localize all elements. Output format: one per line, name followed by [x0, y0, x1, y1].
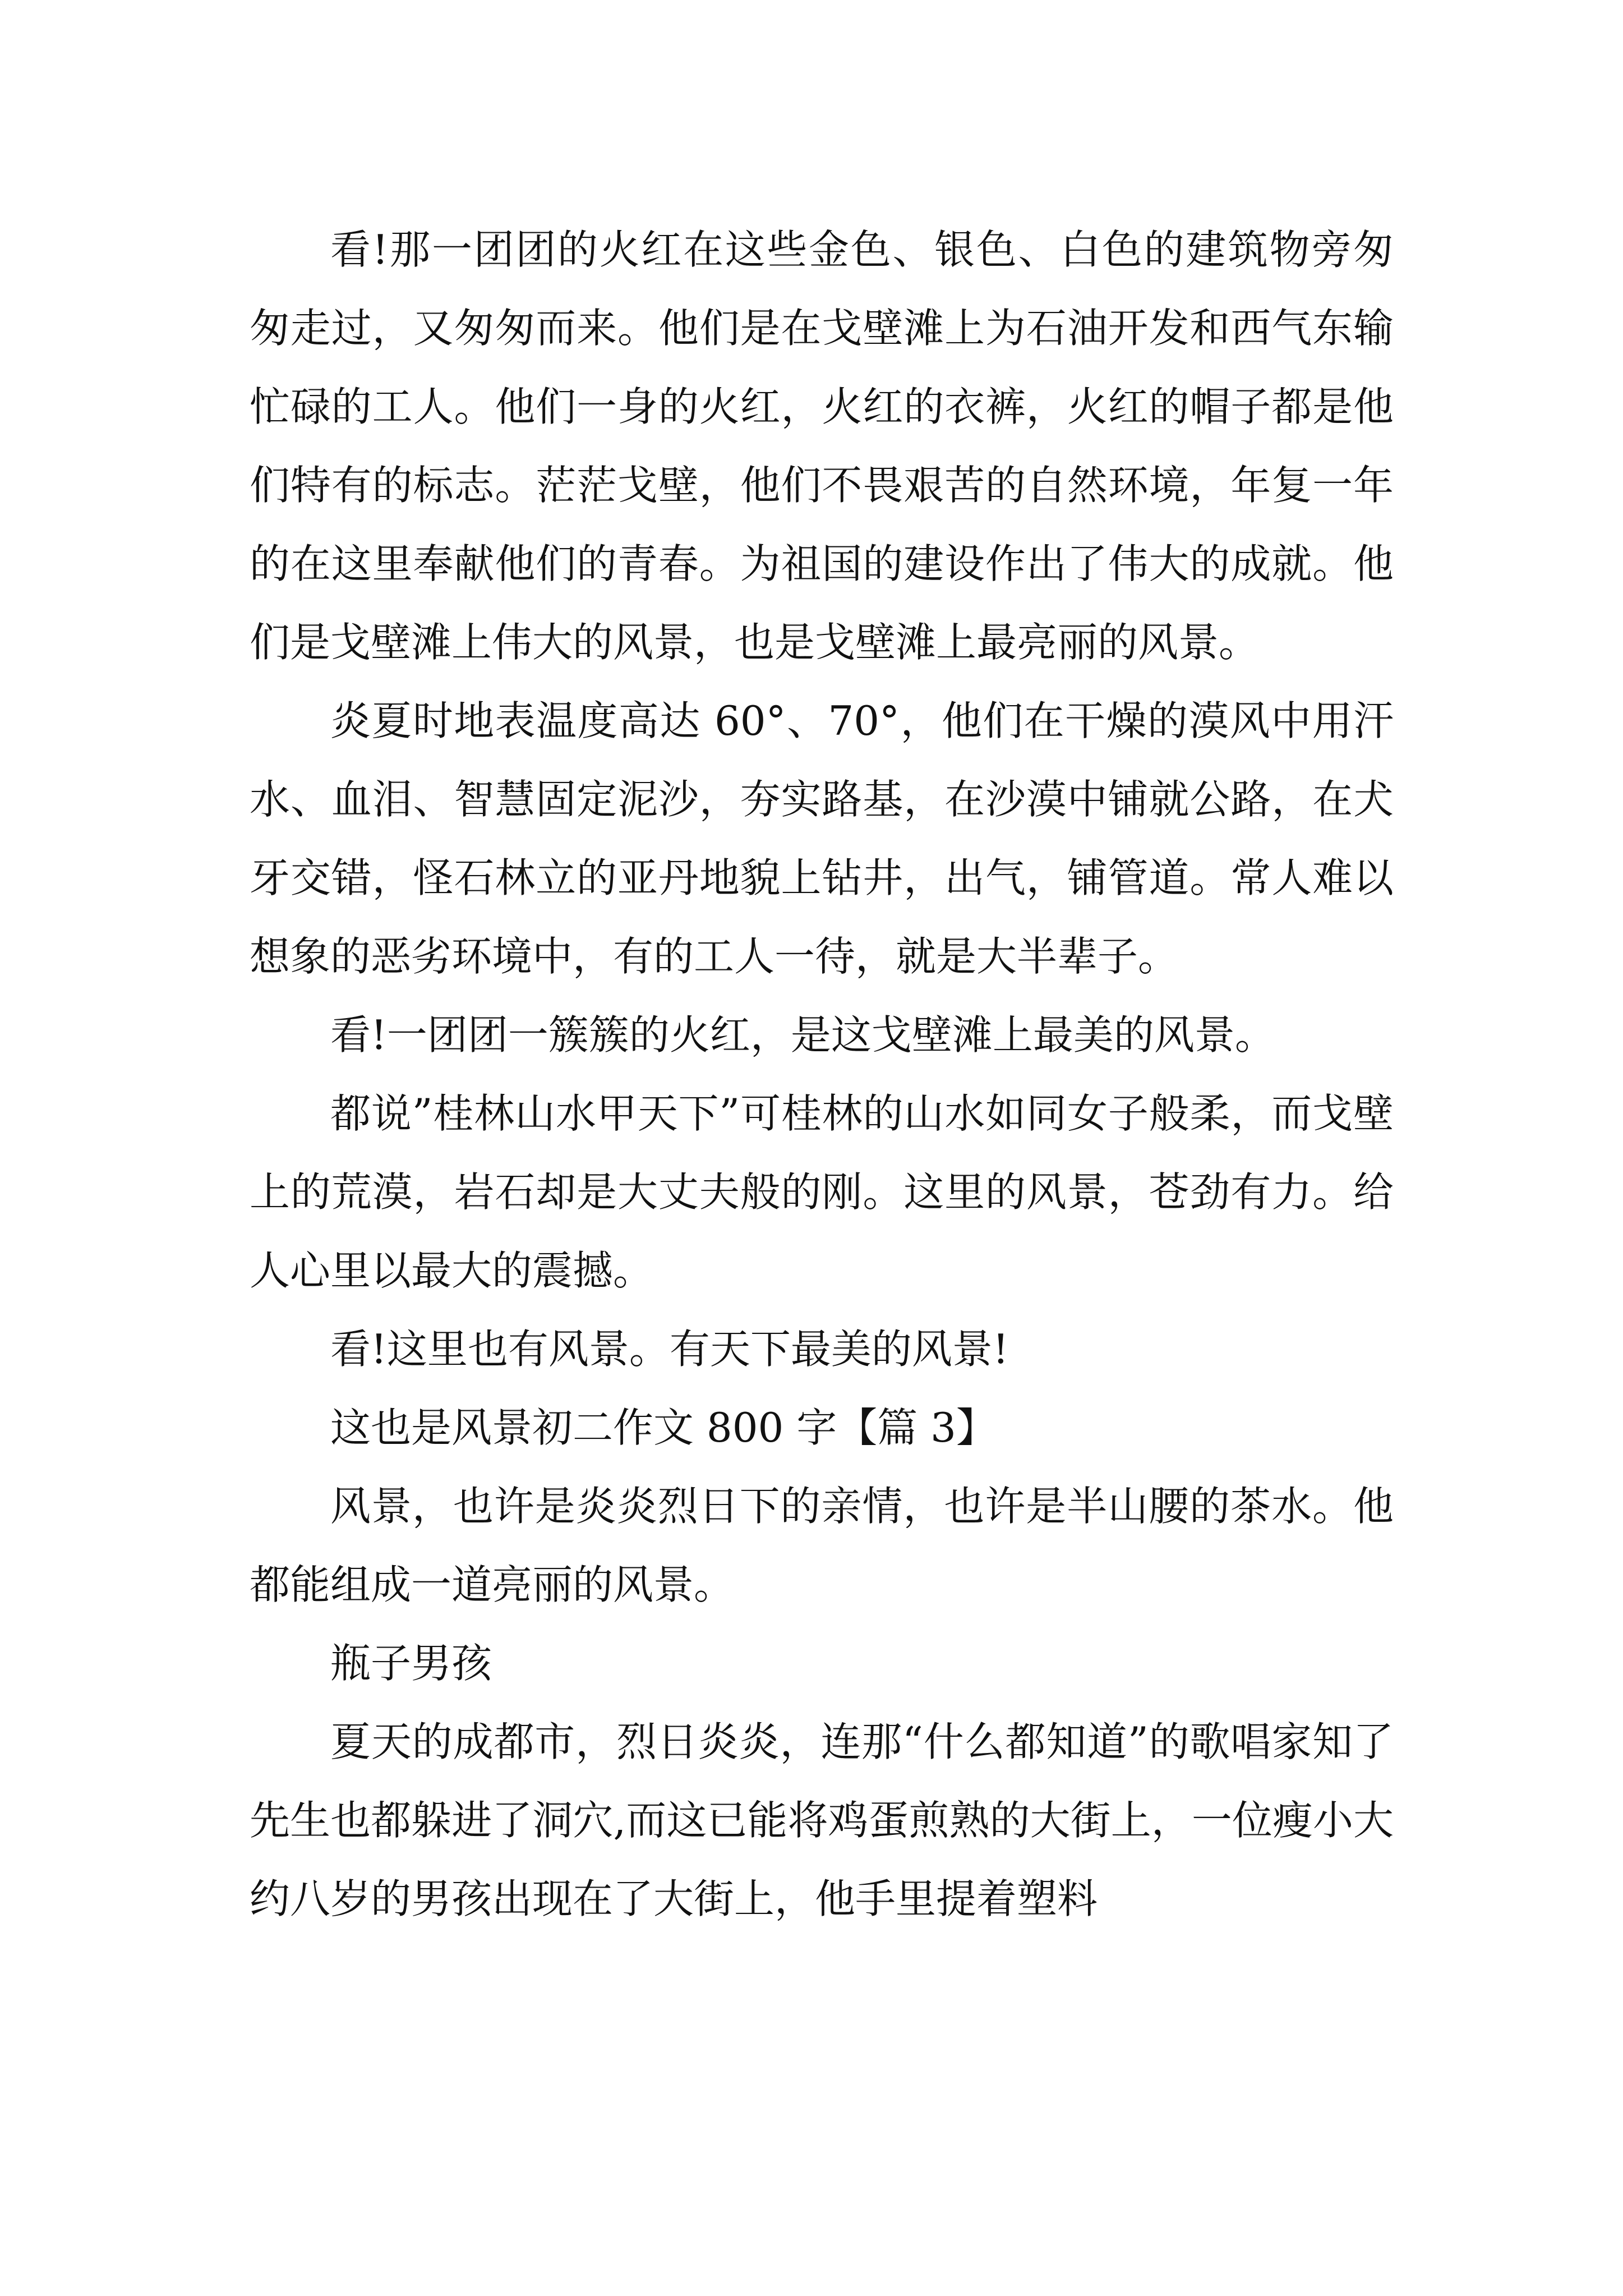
- paragraph-1: 看!那一团团的火红在这些金色、银色、白色的建筑物旁匆匆走过，又匆匆而来。他们是在戈壁滩上为石油开发和西气东输忙碌的工人。他们一身的火红，火红的衣裤，火红的帽子都是他们特有的标志。茫茫戈壁，他们不畏艰苦的自然环境，年复一年的在这里奉献他们的青春。为祖国的建设作出了伟大的成就。他们是戈壁滩上伟大的风景，也是戈壁滩上最亮丽的风景。: [250, 226, 1394, 666]
- paragraph-5: 看!这里也有风景。有天下最美的风景!: [330, 1326, 1009, 1373]
- subtitle: 瓶子男孩: [330, 1640, 492, 1687]
- section-heading: 这也是风景初二作文 800 字【篇 3】: [330, 1404, 997, 1451]
- paragraph-6: 风景，也许是炎炎烈日下的亲情，也许是半山腰的茶水。他都能组成一道亮丽的风景。: [250, 1483, 1394, 1608]
- article-body: [250, 210, 1394, 1938]
- paragraph-2: 炎夏时地表温度高达 60°、70°，他们在干燥的漠风中用汗水、血泪、智慧固定泥沙，夯实路基，在沙漠中铺就公路，在犬牙交错，怪石林立的亚丹地貌上钻井，出气，铺管道。常人难以想象的恶劣环境中，有的工人一待，就是大半辈子。: [250, 697, 1394, 980]
- paragraph-7: 夏天的成都市，烈日炎炎，连那“什么都知道”的歌唱家知了先生也都躲进了洞穴,而这已能将鸡蛋煎熟的大街上，一位瘦小大约八岁的男孩出现在了大街上，他手里提着塑料: [250, 1718, 1394, 1922]
- paragraph-4: 都说”桂林山水甲天下”可桂林的山水如同女子般柔，而戈壁上的荒漠，岩石却是大丈夫般的刚。这里的风景，苍劲有力。给人心里以最大的震撼。: [250, 1090, 1394, 1294]
- paragraph-3: 看!一团团一簇簇的火红，是这戈壁滩上最美的风景。: [330, 1011, 1275, 1059]
